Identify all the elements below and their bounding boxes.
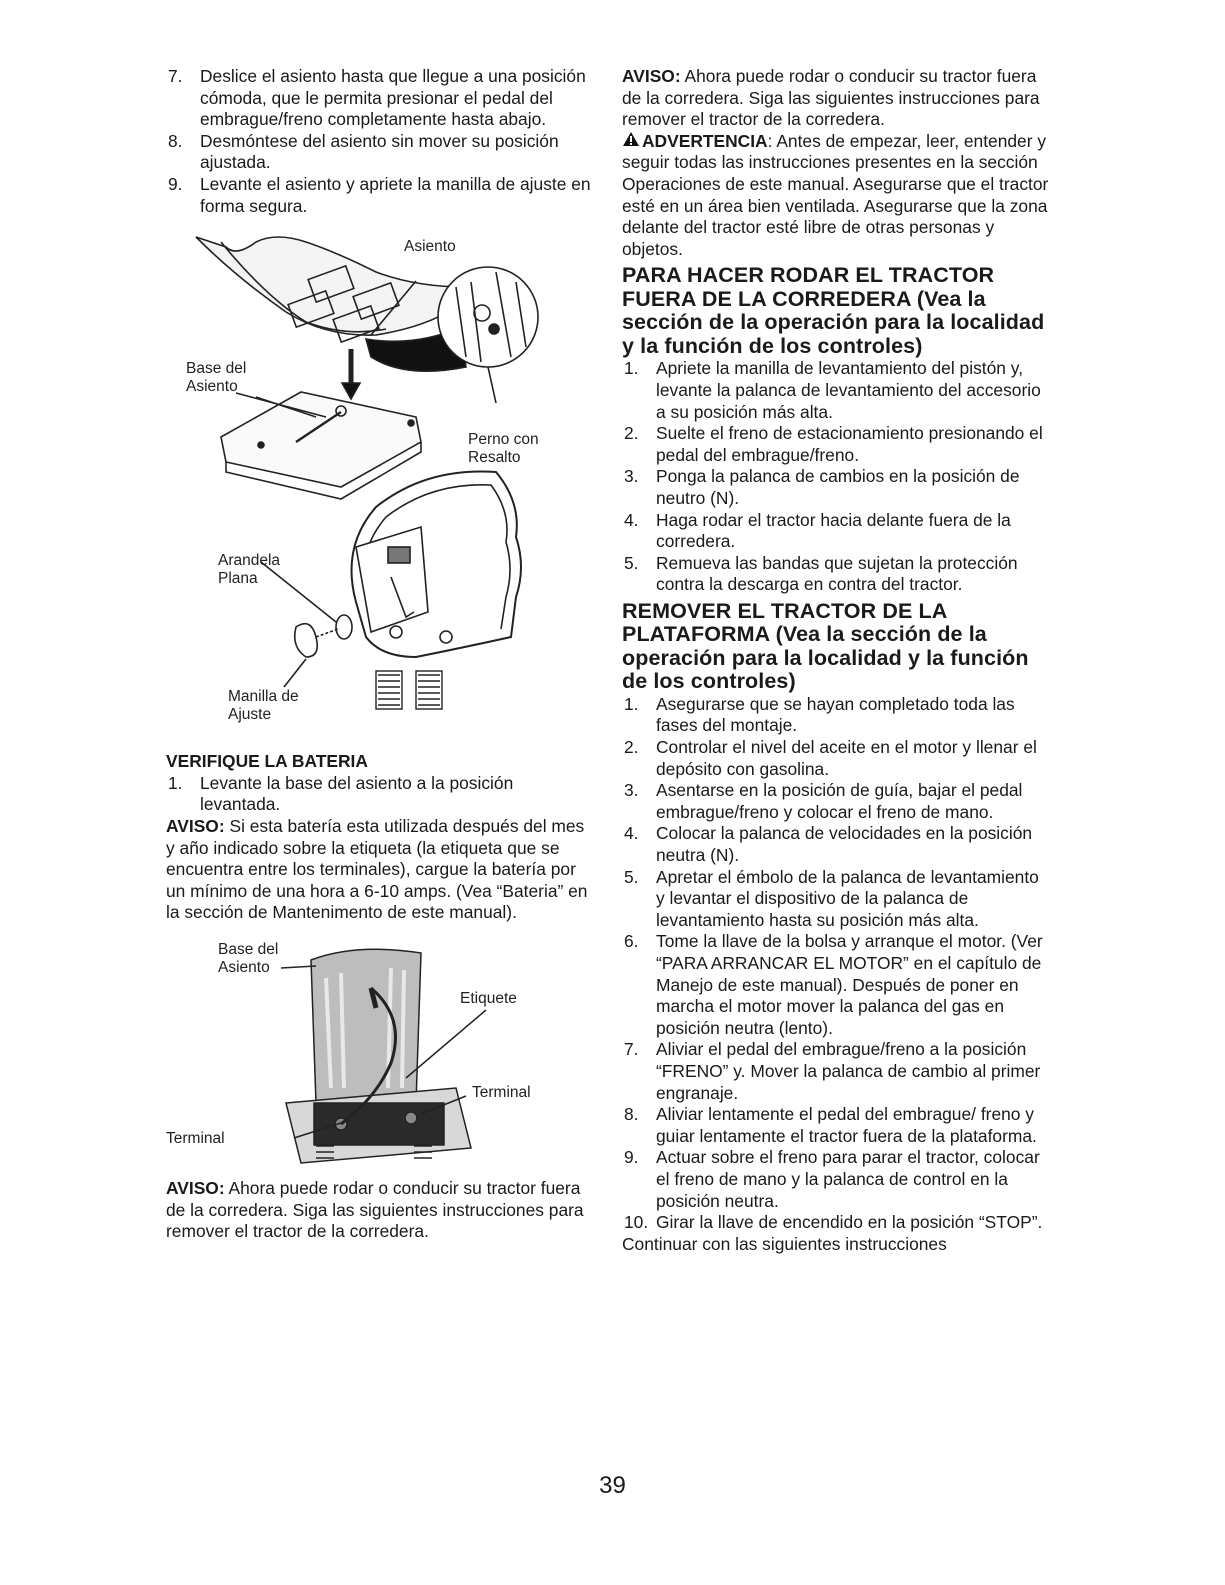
- battery-steps-list: [166, 773, 596, 816]
- step-text: Ponga la palanca de cambios en la posición de neutro (N).: [656, 466, 1020, 508]
- step-number: 9.: [624, 1147, 639, 1168]
- label-manilla-de-ajuste-2: Ajuste: [228, 706, 272, 724]
- label-asiento: Asiento: [404, 238, 456, 256]
- label-base-del-asiento-2: Asiento: [186, 378, 238, 396]
- label-base-del-asiento-2: Asiento: [218, 958, 270, 976]
- list-item: [622, 867, 1052, 932]
- step-text: Apriete la manilla de levantamiento del pistón y, levante la palanca de levantamiento del accesorio a su posición más alta.: [656, 358, 1041, 422]
- step-text: Aliviar el pedal del embrague/freno a la posición “FRENO” y. Mover la palanca de cambio al primer engranaje.: [656, 1039, 1041, 1103]
- step-text: Levante el asiento y apriete la manilla de ajuste en forma segura.: [200, 173, 591, 216]
- step-number: 10.: [624, 1212, 649, 1233]
- step-text: Asentarse en la posición de guía, bajar el pedal embrague/freno y colocar el freno de mano.: [656, 780, 1023, 822]
- list-item: [622, 1212, 1052, 1234]
- warning-label: ADVERTENCIA: [642, 130, 768, 151]
- remover-steps-list: [622, 694, 1052, 1234]
- step-text: Desmóntese del asiento sin mover su posición ajustada.: [200, 130, 559, 173]
- step-text: Levante la base del asiento a la posición levantada.: [200, 772, 514, 815]
- step-text: Aliviar lentamente el pedal del embrague/ freno y guiar lentamente el tractor fuera de la plataforma.: [656, 1104, 1037, 1146]
- warning-paragraph: [622, 131, 1052, 261]
- battery-heading: VERIFIQUE LA BATERIA: [166, 751, 368, 772]
- label-arandela-plana-1: Arandela: [218, 552, 281, 570]
- list-item: [622, 823, 1052, 866]
- list-item: [622, 553, 1052, 596]
- seat-steps-list: [166, 66, 596, 217]
- step-number: 6.: [624, 931, 639, 952]
- aviso-text: Ahora puede rodar o conducir su tractor fuera de la corredera. Siga las siguientes instrucciones para remover el tractor de la corredera.: [166, 1177, 584, 1242]
- step-text: Remueva las bandas que sujetan la protección contra la descarga en contra del tractor.: [656, 552, 1018, 595]
- label-terminal-right: Terminal: [472, 1083, 531, 1101]
- step-number: 3.: [624, 780, 639, 801]
- step-text: Apretar el émbolo de la palanca de levantamiento y levantar el dispositivo de la palanca de levantamiento hasta su posición más alta.: [656, 866, 1039, 930]
- list-item: [166, 773, 596, 816]
- left-column: [166, 66, 596, 1243]
- seat-assembly-figure: [166, 217, 596, 739]
- aviso-corredera: [622, 66, 1052, 131]
- seat-assembly-illustration: [166, 217, 596, 739]
- label-etiquete: Etiquete: [460, 989, 517, 1007]
- label-base-del-asiento-1: Base del: [218, 940, 279, 958]
- list-item: [166, 66, 596, 131]
- step-text: Deslice el asiento hasta que llegue a una posición cómoda, que le permita presionar el pedal del embrague/freno completamente hasta abajo.: [200, 66, 586, 130]
- aviso-corredera: [166, 1178, 596, 1243]
- step-number: 8.: [168, 130, 183, 151]
- heading-main: PARA HACER RODAR EL TRACTOR FUERA DE LA CORREDERA: [622, 263, 995, 311]
- aviso-text: Si esta batería esta utilizada después del mes y año indicado sobre la etiqueta (la etiqueta que se encuentra entre los terminales), cargue la batería por un mínimo de una hora a 6-10 amps. (Vea “Bateria” en la sección de Mantenimento de este manual).: [166, 815, 588, 923]
- list-item: [622, 466, 1052, 509]
- list-item: [166, 131, 596, 174]
- step-number: 4.: [624, 823, 639, 844]
- aviso-label: AVISO:: [166, 1177, 225, 1198]
- heading-main: REMOVER EL TRACTOR DE LA PLATAFORMA: [622, 598, 947, 647]
- label-perno-con-resalto-2: Resalto: [468, 449, 521, 467]
- step-number: 9.: [168, 173, 183, 194]
- list-item: [622, 737, 1052, 780]
- step-text: Actuar sobre el freno para parar el tractor, colocar el freno de mano y la palanca de control en la posición neutra.: [656, 1147, 1040, 1211]
- battery-aviso: [166, 816, 596, 924]
- section-heading-rodar: [622, 264, 1052, 358]
- label-arandela-plana-2: Plana: [218, 570, 258, 588]
- step-number: 7.: [168, 66, 183, 86]
- warning-triangle-icon: [622, 131, 642, 153]
- step-text: Controlar el nivel del aceite en el motor y llenar el depósito con gasolina.: [656, 737, 1037, 779]
- step-text: Colocar la palanca de velocidades en la posición neutra (N).: [656, 823, 1033, 866]
- step-number: 4.: [624, 509, 639, 530]
- heading-sub: (Vea la sección de la operación para la localidad y la función de los controles): [622, 622, 1029, 694]
- page-number: 39: [599, 1472, 626, 1499]
- list-item: [622, 931, 1052, 1039]
- label-terminal-left: Terminal: [166, 1129, 225, 1147]
- section-heading-remover: [622, 600, 1052, 694]
- step-text: Haga rodar el tractor hacia delante fuera de la corredera.: [656, 509, 1011, 552]
- list-item: [622, 1039, 1052, 1104]
- step-text: Asegurarse que se hayan completado toda las fases del montaje.: [656, 693, 1015, 736]
- aviso-label: AVISO:: [622, 66, 681, 86]
- aviso-label: AVISO:: [166, 815, 225, 836]
- step-text: Girar la llave de encendido en la posición “STOP”.: [656, 1212, 1043, 1233]
- step-text: Tome la llave de la bolsa y arranque el motor. (Ver “PARA ARRANCAR EL MOTOR” en el capítulo de Manejo de este manual). Después de poner en marcha el motor mover la palanca del gas en posición neutra (lento).: [656, 931, 1043, 1038]
- list-item: [622, 1147, 1052, 1212]
- heading-sub: (Vea la sección de la operación para la localidad y la función de los controles): [622, 286, 1045, 358]
- battery-figure: [166, 938, 596, 1168]
- label-perno-con-resalto-1: Perno con: [468, 431, 539, 449]
- warning-text: : Antes de empezar, leer, entender y seguir todas las instrucciones presentes en la sección Operaciones de este manual. Asegurarse que el tractor esté en un área bien ventilada. Asegurarse que la zona delante del tractor esté libre de otras personas y objetos.: [622, 130, 1049, 259]
- step-number: 5.: [624, 552, 639, 573]
- step-number: 1.: [624, 693, 639, 714]
- rodar-steps-list: [622, 358, 1052, 596]
- step-number: 1.: [624, 358, 639, 379]
- list-item: [166, 174, 596, 217]
- list-item: [622, 694, 1052, 737]
- list-item: [622, 423, 1052, 466]
- continue-text: Continuar con las siguientes instrucciones: [622, 1233, 947, 1254]
- step-number: 2.: [624, 737, 639, 758]
- step-number: 1.: [168, 772, 183, 793]
- step-number: 7.: [624, 1039, 639, 1060]
- list-item: [622, 358, 1052, 423]
- list-item: [622, 780, 1052, 823]
- step-number: 3.: [624, 466, 639, 487]
- list-item: [622, 510, 1052, 553]
- step-number: 5.: [624, 866, 639, 887]
- label-manilla-de-ajuste-1: Manilla de: [228, 688, 299, 706]
- label-base-del-asiento-1: Base del: [186, 360, 247, 378]
- step-number: 8.: [624, 1104, 639, 1125]
- right-column: [622, 66, 1052, 1255]
- list-item: [622, 1104, 1052, 1147]
- step-text: Suelte el freno de estacionamiento presionando el pedal del embrague/freno.: [656, 423, 1043, 465]
- step-number: 2.: [624, 423, 639, 444]
- aviso-text: Ahora puede rodar o conducir su tractor fuera de la corredera. Siga las siguientes instrucciones para remover el tractor de la corredera.: [622, 66, 1040, 130]
